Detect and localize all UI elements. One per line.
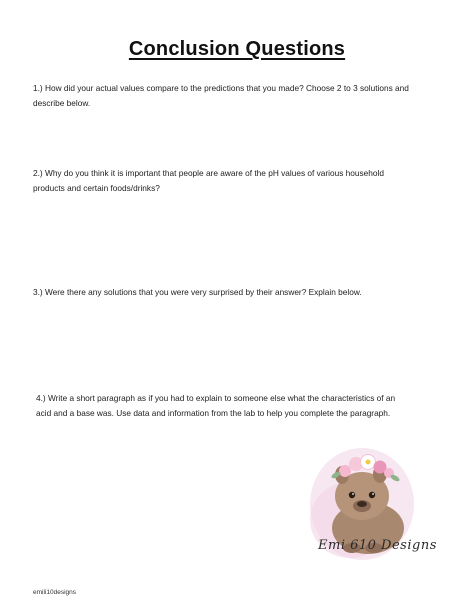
question-1 [33,81,443,111]
logo-signature: Emi 610 Designs [318,538,437,553]
question-1-line-2: describe below. [33,98,91,108]
question-2 [33,166,443,196]
question-4-line-2: acid and a base was. Use data and information from the lab to help you complete the paragraph. [36,408,391,418]
page-title: Conclusion Questions [128,38,346,60]
question-2-line-2: products and certain foods/drinks? [33,183,160,193]
question-4-line-1: 4.) Write a short paragraph as if you had to explain to someone else what the characteristics of an [36,393,396,403]
question-3 [33,285,443,300]
question-2-line-1: 2.) Why do you think it is important that people are aware of the pH values of various household [33,168,384,178]
footer-credit: emili10designs [33,589,76,596]
question-4 [36,391,446,421]
question-3-line-1: 3.) Were there any solutions that you were very surprised by their answer? Explain below. [33,287,362,297]
question-1-line-1: 1.) How did your actual values compare to the predictions that you made? Choose 2 to 3 solutions and [33,83,409,93]
